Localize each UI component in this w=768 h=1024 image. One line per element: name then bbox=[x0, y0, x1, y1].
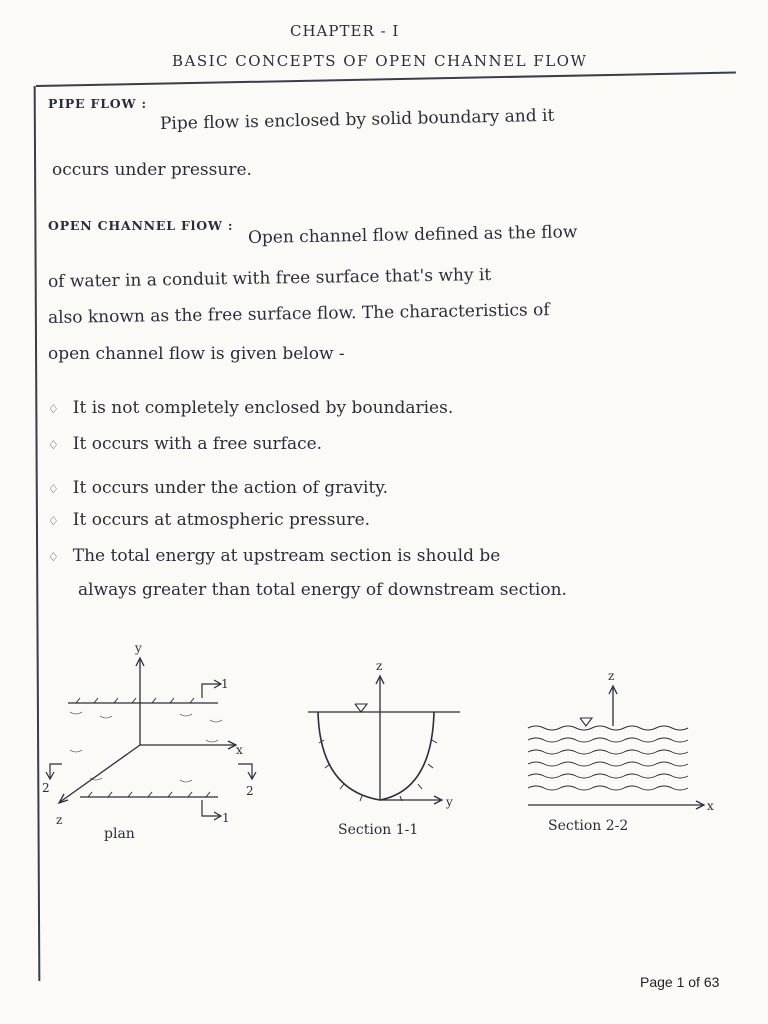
open-channel-line-2: of water in a conduit with free surface that's why it bbox=[47, 265, 492, 292]
plan-mark-2-right: 2 bbox=[246, 784, 254, 798]
list-item: ♢ It occurs at atmospheric pressure. bbox=[48, 510, 371, 530]
list-item: ♢ The total energy at upstream section is should be bbox=[48, 546, 501, 566]
pipe-flow-line-2: occurs under pressure. bbox=[52, 160, 252, 180]
section2-caption: Section 2-2 bbox=[548, 818, 629, 834]
section-2-diagram bbox=[518, 640, 728, 845]
list-item: ♢ It occurs under the action of gravity. bbox=[48, 478, 389, 498]
plan-diagram bbox=[30, 640, 260, 850]
chapter-heading: CHAPTER - I bbox=[290, 22, 400, 40]
section1-axis-y: y bbox=[446, 795, 453, 809]
section-1-diagram bbox=[300, 640, 480, 845]
open-channel-line-4: open channel flow is given below - bbox=[48, 344, 345, 364]
plan-mark-2-left: 2 bbox=[42, 781, 50, 795]
plan-mark-1-bottom: 1 bbox=[222, 811, 230, 825]
open-channel-line-3: also known as the free surface flow. The characteristics of bbox=[47, 300, 550, 328]
list-item: ♢ It is not completely enclosed by boundaries. bbox=[48, 398, 454, 418]
open-channel-heading: OPEN CHANNEL FlOW : bbox=[48, 218, 234, 233]
plan-axis-x: x bbox=[236, 743, 243, 757]
top-rule bbox=[36, 72, 736, 87]
plan-mark-1-top: 1 bbox=[221, 677, 229, 691]
plan-caption: plan bbox=[104, 826, 135, 842]
pipe-flow-line-1: Pipe flow is enclosed by solid boundary and it bbox=[159, 105, 555, 134]
section1-caption: Section 1-1 bbox=[338, 822, 419, 838]
section1-axis-z: z bbox=[376, 659, 383, 673]
open-channel-line-1: Open channel flow defined as the flow bbox=[247, 222, 578, 248]
page-title: BASIC CONCEPTS OF OPEN CHANNEL FLOW bbox=[172, 52, 588, 70]
pipe-flow-heading: PIPE FLOW : bbox=[48, 96, 147, 111]
plan-axis-y: y bbox=[135, 641, 142, 655]
page-number: Page 1 of 63 bbox=[640, 974, 720, 990]
list-item-continuation: always greater than total energy of downstream section. bbox=[78, 580, 567, 600]
list-item: ♢ It occurs with a free surface. bbox=[48, 434, 323, 454]
plan-axis-z: z bbox=[56, 813, 63, 827]
section2-axis-z: z bbox=[608, 669, 615, 683]
section2-axis-x: x bbox=[707, 799, 714, 813]
